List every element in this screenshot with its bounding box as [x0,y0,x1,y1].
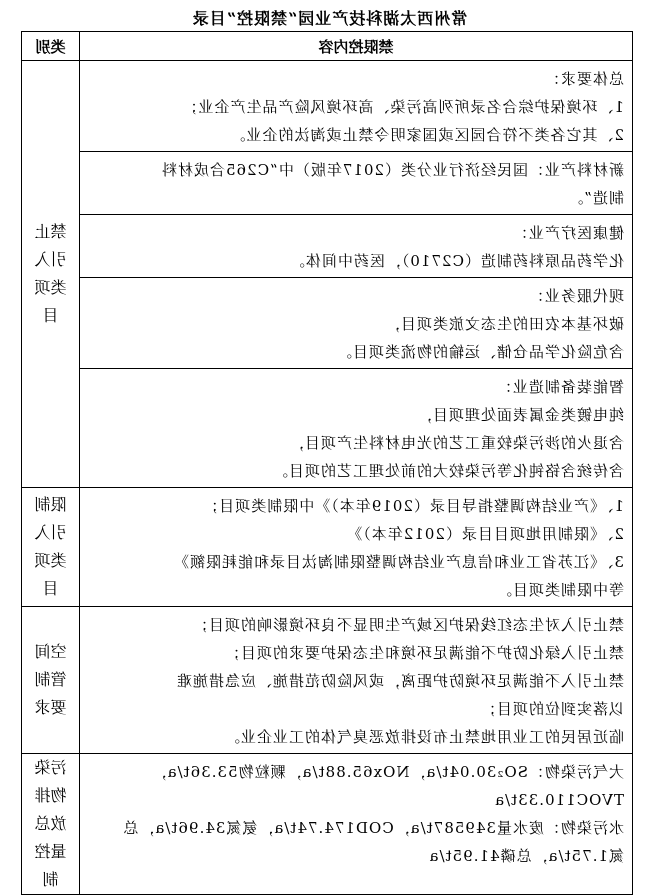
content-line: 制造”。 [567,189,624,207]
content-line: 2、其它各类不符合园区或国家明令禁止或淘汰的企业。 [229,126,624,144]
content-cell [80,754,633,895]
document-title: 常州西太湖科技产业园“禁限控”目录 [191,9,468,28]
content-line: 健康医疗产业： [511,224,624,242]
content-line: 禁止引入对生态红线保护区域产生明显不良环境影响的项目； [191,616,624,634]
content-line: 1、环境保护综合名录所列高污染、高环境风险产品生产企业； [181,98,624,116]
content-line: 含退火的涉污染较重工艺的光电材料生产项目， [287,434,624,452]
table-row [22,278,633,369]
content-line: 新材料产业：国民经济行业分类（2017年版）中“C265合成材料 [161,161,624,179]
table-row [22,215,633,278]
content-line: 等中限制类项目。 [495,581,624,599]
content-line: 含传统含铬钝化等污染较大的前处理工艺的项目。 [271,462,624,480]
category-cell: 限制引入类项目 [22,488,80,607]
table-row [22,754,633,895]
category-header: 类别 [22,32,80,61]
content-line: 水污染物：废水量349587t/a，COD174.74t/a，氨氮34.96t/a，总 [122,819,624,837]
content-line: 含危险化学品仓储、运输的物流类项目。 [335,343,624,361]
content-line: 纯电镀类金属表面处理项目， [415,406,624,424]
content-line: 总体要求： [543,70,624,88]
content-line: 1、《产业结构调整指导目录（2019年本）》中限制类项目； [202,497,624,515]
content-line: 现代服务业： [527,287,624,305]
content-cell [80,278,633,369]
content-cell [80,152,633,215]
content-line: 3、《江苏省工业和信息产业结构调整限制淘汰目录和能耗限额》 [172,553,624,571]
category-cell: 禁止引入类项目 [22,61,80,488]
content-cell [80,61,633,152]
content-header: 禁限控内容 [80,32,633,61]
table-row [22,152,633,215]
content-line: 禁止引入绿化防护不能满足环境和生态保护要求的项目； [223,644,624,662]
table-row [22,61,633,152]
content-line: 智能装备制造业： [495,378,624,396]
content-line: 大气污染物：SO₂30.04t/a，NOx65.88t/a，颗粒物53.36t/a， [150,763,624,781]
content-line: 2、《限制用地项目目录（2012年本）》 [346,525,624,543]
content-cell [80,607,633,754]
content-cell [80,488,633,607]
content-line: 以落实到位的项目； [479,700,624,718]
content-line: 破坏基本农田的生态文旅类项目， [383,315,624,333]
restriction-table [21,31,633,895]
category-cell: 污染物排放总量控制 [22,754,80,895]
header-row [22,32,633,61]
content-line: 禁止引入不能满足环境防护距离，或风险防范措施、应急措施难 [175,672,624,690]
content-line: 临近居民的工业用地禁止布设排放恶臭气体的工业企业。 [223,728,624,746]
content-line: 氮1.75t/a，总磷41.95t/a [428,847,624,865]
table-row [22,369,633,488]
content-line: 化学药品原料药制造（C2710），医药中间体。 [288,252,624,270]
content-cell [80,215,633,278]
table-row [22,607,633,754]
content-cell [80,369,633,488]
category-cell: 空间管制要求 [22,607,80,754]
table-body [22,61,633,895]
table-row [22,488,633,607]
content-line: TVOC110.33t/a [494,791,624,809]
